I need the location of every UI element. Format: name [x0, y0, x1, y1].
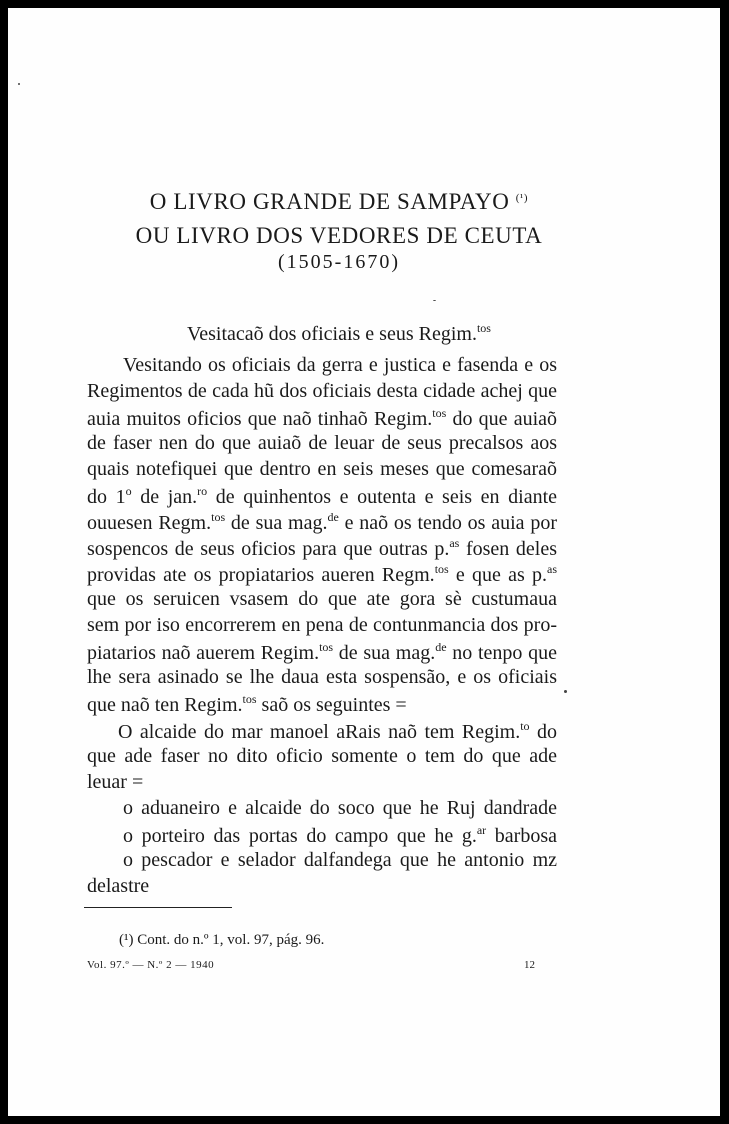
text-line: que ade faser no dito oficio somente o tem do que ade — [87, 745, 557, 767]
footnote: (¹) Cont. do n.º 1, vol. 97, pág. 96. — [119, 932, 325, 948]
text-line: que os seruicen vsasem do que ate gora sè custumaua — [87, 588, 557, 610]
text-line: Vesitando os oficiais da gerra e justica e fasenda e os — [123, 354, 557, 376]
text-line: delastre — [87, 875, 150, 897]
title-line-2: OU LIVRO DOS VEDORES DE CEUTA — [135, 223, 543, 248]
text-line: piatarios naõ auerem Regim.$^{tos}$ de sua mag.$^{de}$ no tenpo que — [87, 640, 558, 664]
text-line: providas ate os propiatarios aueren Regm.$^{tos}$ e que as p.$^{as}$ — [87, 562, 558, 586]
text-line: o pescador e selador dalfandega que he antonio mz — [123, 849, 557, 871]
text-line: lhe sera asinado se lhe daua esta sospensão, e os oficiais — [87, 666, 557, 688]
footnote-rule — [84, 907, 232, 908]
title-footnote-marker: (¹) — [515, 192, 529, 204]
document-page — [8, 8, 720, 1116]
title-line-1: O LIVRO GRANDE DE SAMPAYO $^{(^1)}$ — [149, 189, 529, 214]
text-line: quais notefiquei que dentro en seis meses que comesaraõ — [87, 458, 557, 480]
page-speck — [18, 83, 20, 85]
title-line-3: (1505-1670) — [278, 251, 400, 273]
page-speck — [433, 300, 436, 301]
page-speck — [564, 690, 567, 693]
text-line: auia muitos oficios que naõ tinhaõ Regim.$^{tos}$ do que auiaõ — [87, 406, 558, 430]
section-heading: Vesitacaõ dos oficiais e seus Regim.$^{tos}$ — [187, 321, 491, 345]
text-line: de faser nen do que auiaõ de leuar de seus precalsos aos — [87, 432, 557, 454]
text-line: sospencos de seus oficios para que outras p.$^{as}$ fosen deles — [87, 536, 557, 560]
text-line: que naõ ten Regim.$^{tos}$ saõ os seguintes = — [87, 692, 407, 716]
text-line: do 1$^o$ de jan.$^{ro}$ de quinhentos e outenta e seis en diante — [87, 484, 558, 508]
page-number: 12 — [524, 959, 535, 971]
text-line: leuar = — [87, 771, 144, 793]
text-line: o porteiro das portas do campo que he g.$^{ar}$ barbosa — [123, 823, 557, 847]
text-line: sem por iso encorrerem en pena de contunmancia dos pro- — [87, 614, 557, 636]
text-line: o aduaneiro e alcaide do soco que he Ruj dandrade — [123, 797, 557, 819]
text-line: Regimentos de cada hũ dos oficiais desta cidade achej que — [87, 380, 557, 402]
text-line: O alcaide do mar manoel aRais naõ tem Regim.$^{to}$ do — [118, 719, 558, 743]
text-line: ouuesen Regm.$^{tos}$ de sua mag.$^{de}$ e naõ os tendo os auia por — [87, 510, 557, 534]
volume-info: Vol. 97.º — N.º 2 — 1940 — [87, 959, 215, 971]
